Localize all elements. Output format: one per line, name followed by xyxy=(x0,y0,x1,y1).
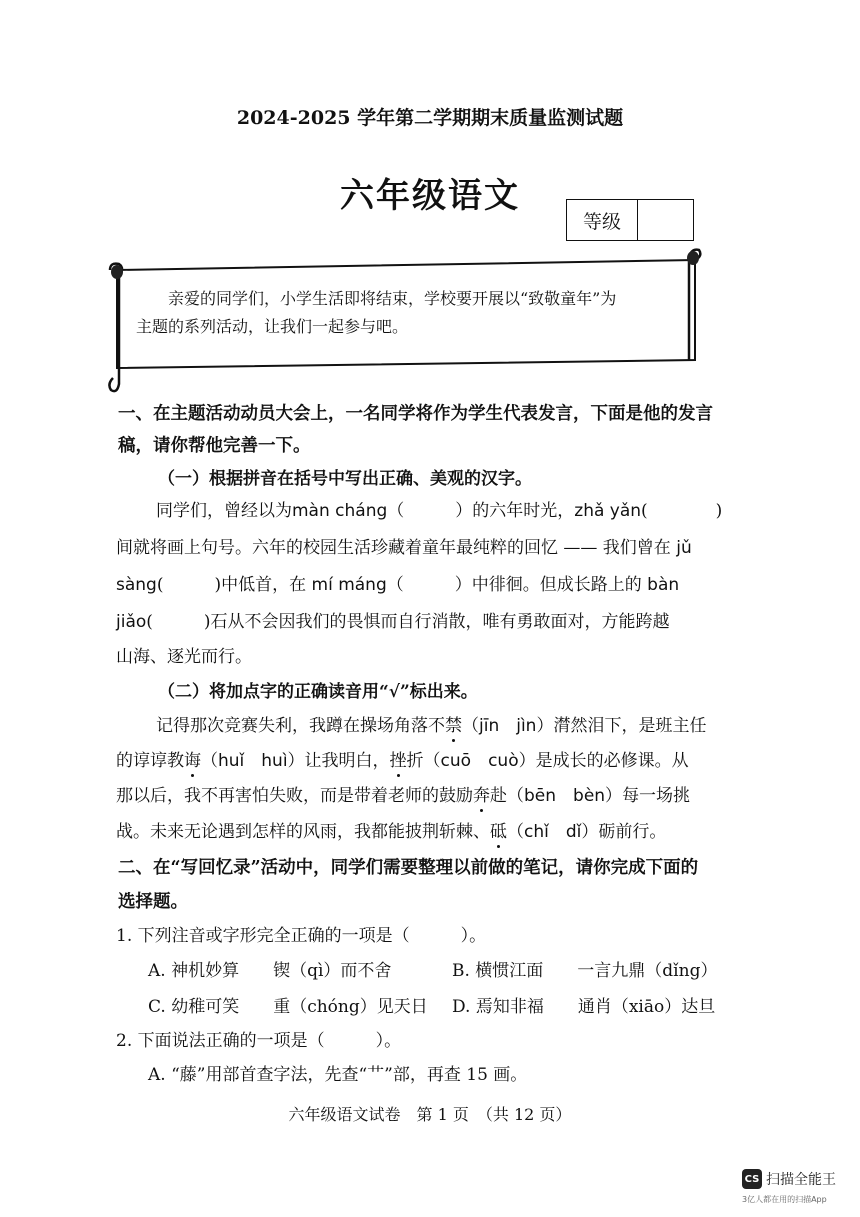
section2-title-line1: 二、在“写回忆录”活动中，同学们需要整理以前做的笔记，请你完成下面的 xyxy=(118,858,699,878)
question1-option-a: A. 神机妙算 锲（qì）而不舍 xyxy=(148,961,392,981)
intro-line-2: 主题的系列活动，让我们一起参与吧。 xyxy=(136,317,409,336)
question2-option-a: A. “藤”用部首查字法，先查“艹”部，再查 15 画。 xyxy=(148,1065,528,1085)
question2-stem: 2. 下面说法正确的一项是（ ）。 xyxy=(116,1031,402,1051)
question1-option-c: C. 幼稚可笑 重（chóng）见天日 xyxy=(148,997,428,1017)
part2-title: （二）将加点字的正确读音用“√”标出来。 xyxy=(158,682,478,702)
grade-label: 等级 xyxy=(567,200,638,240)
dotted-char-hui: 诲 xyxy=(184,751,201,771)
pinyin-sang: sàng xyxy=(116,575,157,595)
question1-stem: 1. 下列注音或字形完全正确的一项是（ ）。 xyxy=(116,926,487,946)
paragraph1-line3: sàng( )中低首，在 mí máng（ ）中徘徊。但成长路上的 bàn xyxy=(116,575,680,595)
dotted-char-jin: 禁 xyxy=(445,716,462,736)
question1-option-d: D. 焉知非福 通肖（xiāo）达旦 xyxy=(452,997,716,1017)
paragraph2-line2: 的谆谆教诲（huǐ huì）让我明白，挫折（cuō cuò）是成长的必修课。从 xyxy=(116,751,689,771)
section2-title-line2: 选择题。 xyxy=(118,892,188,912)
grade-blank-cell xyxy=(638,200,693,240)
paragraph2-line3: 那以后，我不再害怕失败，而是带着老师的鼓励奔赴（bēn bèn）每一场挑 xyxy=(116,786,691,806)
grade-box xyxy=(566,199,694,241)
pinyin-ju: jǔ xyxy=(676,538,692,558)
subject-title: 六年级语文 xyxy=(340,176,520,216)
paragraph2-line1: 记得那次竞赛失利，我蹲在操场角落不禁（jīn jìn）潸然泪下，是班主任 xyxy=(156,716,707,736)
paragraph1-line4: jiǎo( )石从不会因我们的畏惧而自行消散，唯有勇敢面对，方能跨越 xyxy=(116,612,670,632)
camscanner-watermark xyxy=(742,1169,836,1189)
intro-line-1: 亲爱的同学们，小学生活即将结束，学校要开展以“致敬童年”为 xyxy=(168,289,617,308)
camscanner-brand: 扫描全能王 xyxy=(766,1172,836,1188)
part1-title: （一）根据拼音在括号中写出正确、美观的汉字。 xyxy=(158,469,532,489)
camscanner-tagline: 3亿人都在用的扫描App xyxy=(742,1195,827,1204)
exam-title: 2024-2025 学年第二学期期末质量监测试题 xyxy=(236,107,624,129)
section1-title-line2: 稿，请你帮他完善一下。 xyxy=(118,436,311,456)
pinyin-zha-yan: zhǎ yǎn xyxy=(574,501,642,521)
section1-title-line1: 一、在主题活动动员大会上，一名同学将作为学生代表发言，下面是他的发言 xyxy=(118,404,713,424)
paragraph1-line1: 同学们，曾经以为màn cháng（ ）的六年时光，zhǎ yǎn( ) xyxy=(156,501,723,521)
pinyin-man-chang: màn cháng xyxy=(292,501,388,521)
pinyin-jiao: jiǎo xyxy=(116,612,147,632)
dotted-char-ben: 奔 xyxy=(473,786,490,806)
question1-option-b: B. 横惯江面 一言九鼎（dǐng） xyxy=(452,961,718,981)
paragraph1-line2: 间就将画上句号。六年的校园生活珍藏着童年最纯粹的回忆 —— 我们曾在 jǔ xyxy=(116,538,692,558)
page-footer: 六年级语文试卷 第 1 页 （共 12 页） xyxy=(288,1105,572,1124)
paragraph2-line4: 战。未来无论遇到怎样的风雨，我都能披荆斩棘、砥（chǐ dǐ）砺前行。 xyxy=(116,822,667,842)
dotted-char-di: 砥 xyxy=(490,822,507,842)
pinyin-ban: bàn xyxy=(647,575,680,595)
camscanner-logo-icon: CS xyxy=(742,1169,762,1189)
paragraph1-line5: 山海、逐光而行。 xyxy=(116,647,252,667)
dotted-char-cuo: 挫 xyxy=(389,751,407,771)
pinyin-mi-mang: mí máng xyxy=(311,575,387,595)
